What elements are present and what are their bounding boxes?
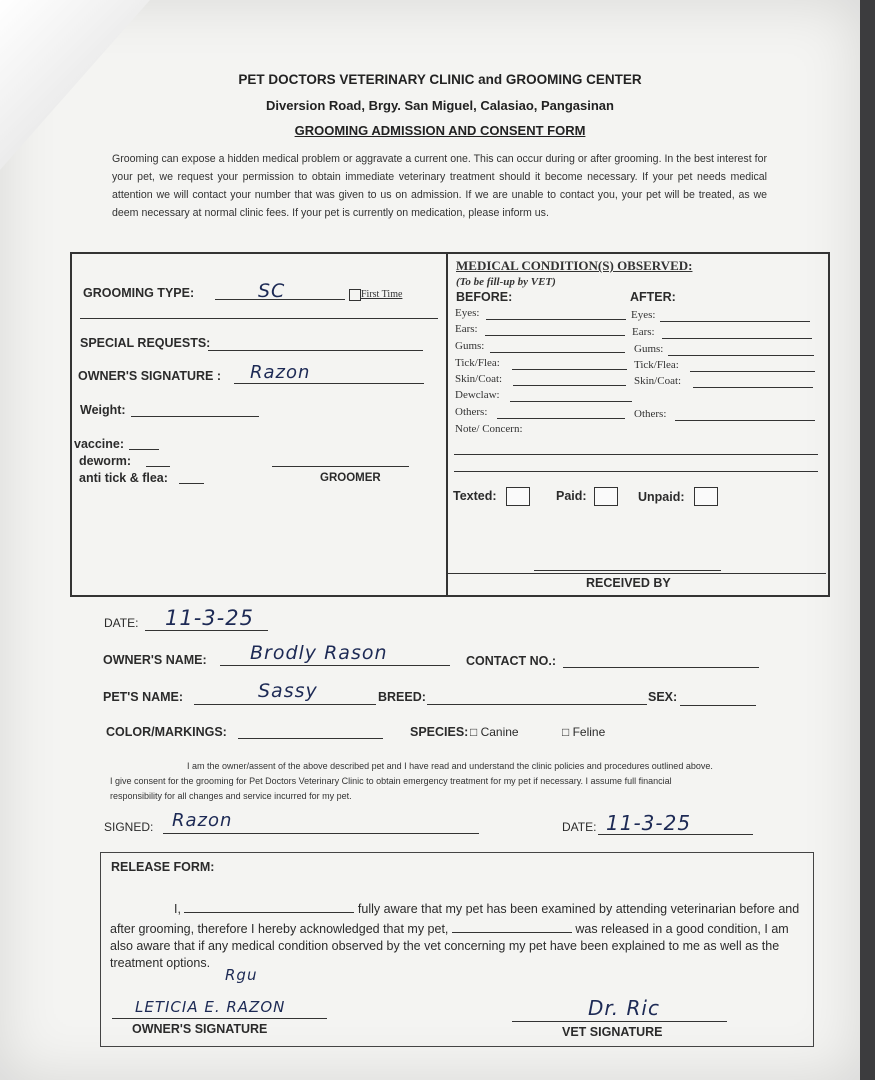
others-before-line[interactable] xyxy=(497,418,625,419)
consent-line-2: I give consent for the grooming for Pet Doctors Veterinary Clinic to obtain emergency treatment for my pet if necessary. I assume full financial xyxy=(110,776,672,786)
release-owner-label: OWNER'S SIGNATURE xyxy=(132,1022,268,1036)
owner-name-line xyxy=(220,665,450,666)
deworm-label: deworm: xyxy=(79,454,132,468)
ears-before-line[interactable] xyxy=(485,335,625,336)
color-line[interactable] xyxy=(238,738,383,739)
note-line-2[interactable] xyxy=(454,471,818,472)
species-label: SPECIES: xyxy=(410,725,469,739)
eyes-after-label: Eyes: xyxy=(631,309,656,321)
owner-signature-label: OWNER'S SIGNATURE : xyxy=(78,369,222,383)
tick-before-label: Tick/Flea: xyxy=(455,357,500,369)
color-label: COLOR/MARKINGS: xyxy=(106,725,227,739)
consent-line-3: responsibility for all changes and service incurred for my pet. xyxy=(110,791,352,801)
owner-initials: Rgu xyxy=(225,966,258,984)
texted-label: Texted: xyxy=(453,489,497,503)
unpaid-label: Unpaid: xyxy=(638,490,685,504)
first-time-checkbox[interactable] xyxy=(349,289,361,301)
received-by-label: RECEIVED BY xyxy=(586,576,671,590)
medical-subtitle: (To be fill-up by VET) xyxy=(456,276,556,288)
signed-line xyxy=(163,833,479,834)
consent-line-1: I am the owner/assent of the above described pet and I have read and understand the clinic policies and procedures outlined above. xyxy=(187,761,713,771)
vet-signature-line xyxy=(512,1021,727,1022)
date-label: DATE: xyxy=(104,616,139,630)
release-text-1: fully aware that my pet has been examined by attending veterinarian before and after grooming, therefore I hereby acknowledged that my pet, xyxy=(110,902,800,936)
feline-option[interactable]: □ Feline xyxy=(562,725,606,739)
release-paragraph xyxy=(110,898,808,972)
vaccine-line[interactable] xyxy=(129,449,159,450)
ears-after-label: Ears: xyxy=(632,326,655,338)
release-owner-signature-value[interactable]: LETICIA E. RAZON xyxy=(135,998,286,1016)
skin-after-label: Skin/Coat: xyxy=(634,375,682,387)
dewclaw-line[interactable] xyxy=(510,401,632,402)
grooming-extra-line xyxy=(80,318,438,319)
breed-label: BREED: xyxy=(378,690,426,704)
weight-line[interactable] xyxy=(131,416,259,417)
antitick-line[interactable] xyxy=(179,483,204,484)
clinic-name: PET DOCTORS VETERINARY CLINIC and GROOMING CENTER xyxy=(238,72,642,87)
others-after-line[interactable] xyxy=(675,420,815,421)
vet-signature-label: VET SIGNATURE xyxy=(562,1025,663,1039)
gums-before-line[interactable] xyxy=(490,352,625,353)
clinic-address: Diversion Road, Brgy. San Miguel, Calasiao, Pangasinan xyxy=(266,98,614,113)
consent-date-value[interactable]: 11-3-25 xyxy=(606,811,692,835)
signed-value[interactable]: Razon xyxy=(172,810,233,831)
first-time-label: First Time xyxy=(361,289,403,300)
release-title: RELEASE FORM: xyxy=(111,860,215,874)
eyes-before-label: Eyes: xyxy=(455,307,480,319)
vet-signature-value[interactable]: Dr. Ric xyxy=(588,996,660,1020)
special-requests-line[interactable] xyxy=(208,350,423,351)
owner-signature-line xyxy=(234,383,424,384)
pet-name-label: PET'S NAME: xyxy=(103,690,184,704)
after-label: AFTER: xyxy=(630,290,676,304)
grooming-type-label: GROOMING TYPE: xyxy=(83,286,195,300)
vaccine-label: vaccine: xyxy=(74,437,125,451)
eyes-after-line[interactable] xyxy=(660,321,810,322)
release-i: I, xyxy=(174,902,181,916)
special-requests-label: SPECIAL REQUESTS: xyxy=(80,336,211,350)
sex-label: SEX: xyxy=(648,690,678,704)
release-text-2: was released in a good condition, I am also aware that if any medical condition observed by the vet concerning my pet have been explained to me as well as the treatment options. xyxy=(110,922,789,970)
owner-signature-value[interactable]: Razon xyxy=(250,362,311,383)
pet-name-line xyxy=(194,704,376,705)
ears-after-line[interactable] xyxy=(662,338,812,339)
note-line-1[interactable] xyxy=(454,454,818,455)
contact-line[interactable] xyxy=(563,667,759,668)
grooming-box xyxy=(70,252,830,597)
contact-label: CONTACT NO.: xyxy=(466,654,557,668)
before-label: BEFORE: xyxy=(456,290,513,304)
ears-before-label: Ears: xyxy=(455,323,478,335)
tick-after-label: Tick/Flea: xyxy=(634,359,679,371)
others-after-label: Others: xyxy=(634,408,667,420)
skin-after-line[interactable] xyxy=(693,387,813,388)
grooming-type-value[interactable]: SC xyxy=(258,280,286,302)
received-by-line[interactable] xyxy=(534,570,721,571)
owner-name-value[interactable]: Brodly Rason xyxy=(250,642,388,664)
sex-line[interactable] xyxy=(680,705,756,706)
pet-name-value[interactable]: Sassy xyxy=(258,680,318,702)
intro-paragraph: Grooming can expose a hidden medical problem or aggravate a current one. This can occur during or after grooming. In the best interest for your pet, we request your permission to obtain immediate veterinary treatment should it become necessary. If your pet needs medical attention we will contact your number that was given to us on admission. If we are unable to contact you, your pet will be treated, as we deem necessary at normal clinic fees. If your pet is currently on medication, please inform us. xyxy=(112,153,767,219)
deworm-line[interactable] xyxy=(146,466,170,467)
tick-before-line[interactable] xyxy=(512,369,627,370)
gums-before-label: Gums: xyxy=(455,340,485,352)
gums-after-label: Gums: xyxy=(634,343,664,355)
box-divider xyxy=(446,252,448,595)
medical-title: MEDICAL CONDITION(S) OBSERVED: xyxy=(456,258,693,273)
skin-before-line[interactable] xyxy=(513,385,626,386)
dewclaw-label: Dewclaw: xyxy=(455,389,500,401)
groomer-signature-line[interactable] xyxy=(272,466,409,467)
skin-before-label: Skin/Coat: xyxy=(455,373,503,385)
antitick-label: anti tick & flea: xyxy=(79,471,168,485)
weight-label: Weight: xyxy=(80,403,126,417)
date-line xyxy=(145,630,268,631)
signed-label: SIGNED: xyxy=(104,820,154,834)
form-title: GROOMING ADMISSION AND CONSENT FORM xyxy=(294,123,586,138)
breed-line[interactable] xyxy=(427,704,647,705)
texted-checkbox[interactable] xyxy=(506,487,530,506)
canine-option[interactable]: □ Canine xyxy=(470,725,519,739)
gums-after-line[interactable] xyxy=(668,355,814,356)
date-value[interactable]: 11-3-25 xyxy=(165,606,254,630)
release-owner-line xyxy=(112,1018,327,1019)
eyes-before-line[interactable] xyxy=(486,319,626,320)
release-name-line[interactable] xyxy=(184,898,354,913)
note-label: Note/ Concern: xyxy=(455,423,523,435)
tick-after-line[interactable] xyxy=(690,371,815,372)
received-divider xyxy=(448,573,826,574)
paid-checkbox[interactable] xyxy=(594,487,618,506)
owner-name-label: OWNER'S NAME: xyxy=(103,653,207,667)
release-pet-line[interactable] xyxy=(452,918,572,933)
consent-date-label: DATE: xyxy=(562,820,597,834)
others-before-label: Others: xyxy=(455,406,488,418)
groomer-label: GROOMER xyxy=(320,472,381,484)
unpaid-checkbox[interactable] xyxy=(694,487,718,506)
paid-label: Paid: xyxy=(556,489,587,503)
